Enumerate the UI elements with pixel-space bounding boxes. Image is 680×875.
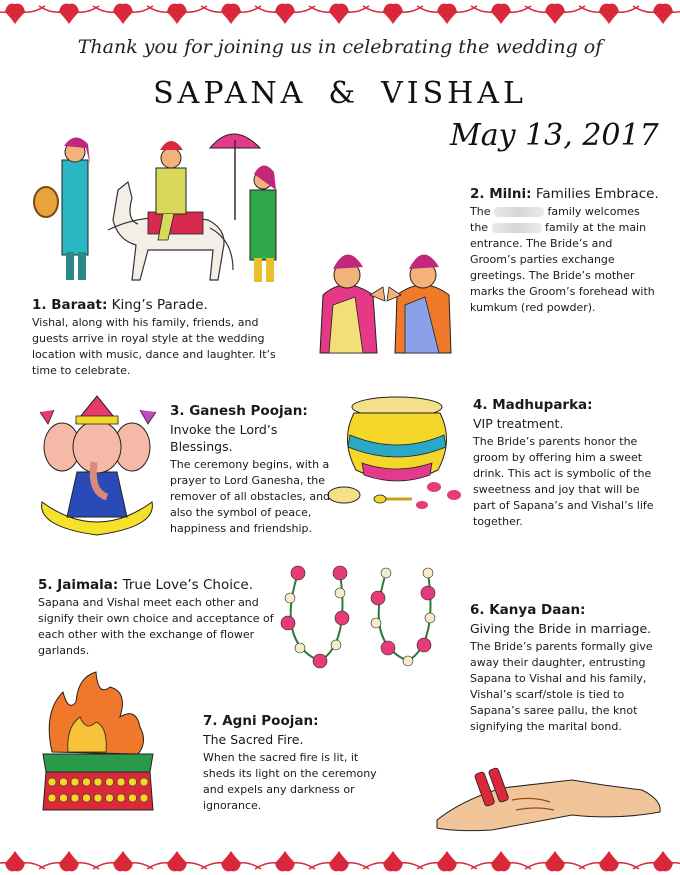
fire-base-decoration [71, 778, 79, 786]
ganesh-number: 3. Ganesh Poojan: [170, 403, 308, 419]
groom-name: VISHAL [381, 76, 527, 111]
garland-flower [381, 641, 395, 655]
event-baraat [32, 296, 277, 379]
garland-flower [291, 566, 305, 580]
fire-base-decoration [71, 794, 79, 802]
garland-flower [313, 654, 327, 668]
ampersand: & [328, 76, 360, 111]
ganesh-subtitle: Invoke the Lord’s Blessings. [170, 422, 278, 454]
garland-flower [403, 656, 413, 666]
border-flower-motif [59, 851, 79, 871]
border-flower-motif [653, 851, 673, 871]
milni-subtitle: Families Embrace. [531, 186, 659, 202]
border-flower-motif [167, 4, 187, 24]
kanyadaan-heading [470, 601, 660, 619]
border-flower-motif [599, 4, 619, 24]
baraat-number: 1. Baraat: [32, 297, 108, 313]
kanyadaan-subtitle: Giving the Bride in marriage. [470, 621, 652, 636]
event-kanya-daan [470, 601, 660, 735]
top-floral-border [0, 0, 680, 30]
event-milni [470, 185, 660, 316]
border-flower-motif [437, 851, 457, 871]
garland-flower [285, 593, 295, 603]
madhuparka-heading [473, 396, 658, 414]
border-flower-motif [167, 851, 187, 871]
event-madhuparka [473, 396, 658, 530]
sacred-fire-illustration [38, 672, 158, 817]
fire-base-decoration [117, 778, 125, 786]
wedding-date: May 13, 2017 [450, 118, 659, 153]
intro-line: Thank you for joining us in celebrating the wedding of [77, 36, 603, 58]
garland-flower [417, 638, 431, 652]
madhuparka-pot-illustration [322, 395, 472, 515]
bottom-floral-border [0, 845, 680, 875]
border-flower-motif [329, 851, 349, 871]
kanyadaan-number: 6. Kanya Daan: [470, 602, 586, 618]
border-flower-motif [491, 4, 511, 24]
bride-name: SAPANA [153, 76, 307, 111]
border-flower-motif [5, 851, 25, 871]
baraat-heading [32, 296, 277, 314]
madhuparka-description: The Bride’s parents honor the groom by offering him a sweet drink. This act is symbolic of the sweetness and joy that will be part of Sapana’s and Vishal’s life together. [473, 435, 654, 528]
milni-number: 2. Milni: [470, 186, 532, 202]
border-flower-motif [275, 4, 295, 24]
event-agni-poojan [203, 712, 388, 814]
fire-base-decoration [140, 778, 148, 786]
fire-base-decoration [94, 778, 102, 786]
milni-heading [470, 185, 660, 203]
fire-base-decoration [60, 778, 68, 786]
border-flower-motif [59, 4, 79, 24]
garland-flower [333, 566, 347, 580]
fire-base-decoration [83, 794, 91, 802]
garland-flower [423, 568, 433, 578]
redacted-family-name [494, 207, 544, 217]
jaimala-heading [38, 576, 278, 594]
garland-flower [421, 586, 435, 600]
fire-base-decoration [129, 778, 137, 786]
fire-base-decoration [129, 794, 137, 802]
couple-names [0, 76, 680, 111]
ganesh-description: The ceremony begins, with a prayer to Lord Ganesha, the remover of all obstacles, and also the symbol of peace, happiness and friendship. [170, 458, 331, 535]
garland-flower [371, 618, 381, 628]
border-flower-motif [275, 851, 295, 871]
madhuparka-number: 4. Madhuparka: [473, 397, 593, 413]
border-flower-motif [437, 4, 457, 24]
border-flower-motif [545, 851, 565, 871]
border-flower-motif [221, 4, 241, 24]
agni-description: When the sacred fire is lit, it sheds its light on the ceremony and expels any darkness or ignorance. [203, 751, 377, 812]
ganesh-heading [170, 402, 340, 420]
garland-flower [281, 616, 295, 630]
fire-base-decoration [94, 794, 102, 802]
ganesha-illustration [32, 392, 162, 537]
border-flower-motif [653, 4, 673, 24]
fire-base-decoration [117, 794, 125, 802]
flower-garlands-illustration [278, 563, 453, 673]
garland-flower [331, 640, 341, 650]
fire-base-decoration [48, 778, 56, 786]
garland-flower [425, 613, 435, 623]
event-ganesh-poojan [170, 402, 340, 537]
border-flower-motif [221, 851, 241, 871]
jaimala-subtitle: True Love’s Choice. [118, 577, 254, 593]
madhuparka-subtitle: VIP treatment. [473, 416, 564, 431]
baraat-subtitle: King’s Parade. [107, 297, 208, 313]
border-flower-motif [5, 4, 25, 24]
fire-base-decoration [48, 794, 56, 802]
baraat-description: Vishal, along with his family, friends, and guests arrive in royal style at the wedding location with music, dance and laughter. It’s time to celebrate. [32, 316, 276, 377]
milni-text-2: family welcomes the [470, 205, 640, 234]
garland-flower [295, 643, 305, 653]
redacted-family-name [492, 223, 542, 233]
garland-flower [381, 568, 391, 578]
fire-base-decoration [140, 794, 148, 802]
milni-text-1: The [470, 205, 494, 218]
border-flower-motif [113, 4, 133, 24]
milni-families-embrace-illustration [315, 235, 455, 355]
baraat-procession-illustration [28, 120, 298, 290]
border-flower-motif [545, 4, 565, 24]
agni-heading [203, 712, 388, 730]
garland-flower [371, 591, 385, 605]
jaimala-number: 5. Jaimala: [38, 577, 119, 593]
fire-base-decoration [60, 794, 68, 802]
border-flower-motif [491, 851, 511, 871]
milni-text-3: family at the main entrance. The Bride’s and Groom’s parties exchange greetings. The Bride’s mother marks the Groom’s forehead with kumkum (red powder). [470, 221, 655, 314]
fire-base-decoration [106, 778, 114, 786]
garland-flower [335, 588, 345, 598]
kanyadaan-description: The Bride’s parents formally give away their daughter, entrusting Sapana to Vishal and his family, Vishal’s scarf/stole is tied to Sapana’s saree pallu, the knot signifying the marital bond. [470, 640, 653, 733]
border-flower-motif [383, 851, 403, 871]
agni-subtitle: The Sacred Fire. [203, 732, 304, 747]
border-flower-motif [383, 4, 403, 24]
agni-number: 7. Agni Poojan: [203, 713, 319, 729]
fire-base-decoration [106, 794, 114, 802]
event-jaimala [38, 576, 278, 659]
border-flower-motif [599, 851, 619, 871]
fire-base-decoration [83, 778, 91, 786]
border-flower-motif [113, 851, 133, 871]
garland-flower [335, 611, 349, 625]
hands-kanya-daan-illustration [432, 760, 667, 835]
jaimala-description: Sapana and Vishal meet each other and signify their own choice and acceptance of each other with the exchange of flower garlands. [38, 596, 274, 657]
milni-description [470, 204, 660, 316]
border-flower-motif [329, 4, 349, 24]
